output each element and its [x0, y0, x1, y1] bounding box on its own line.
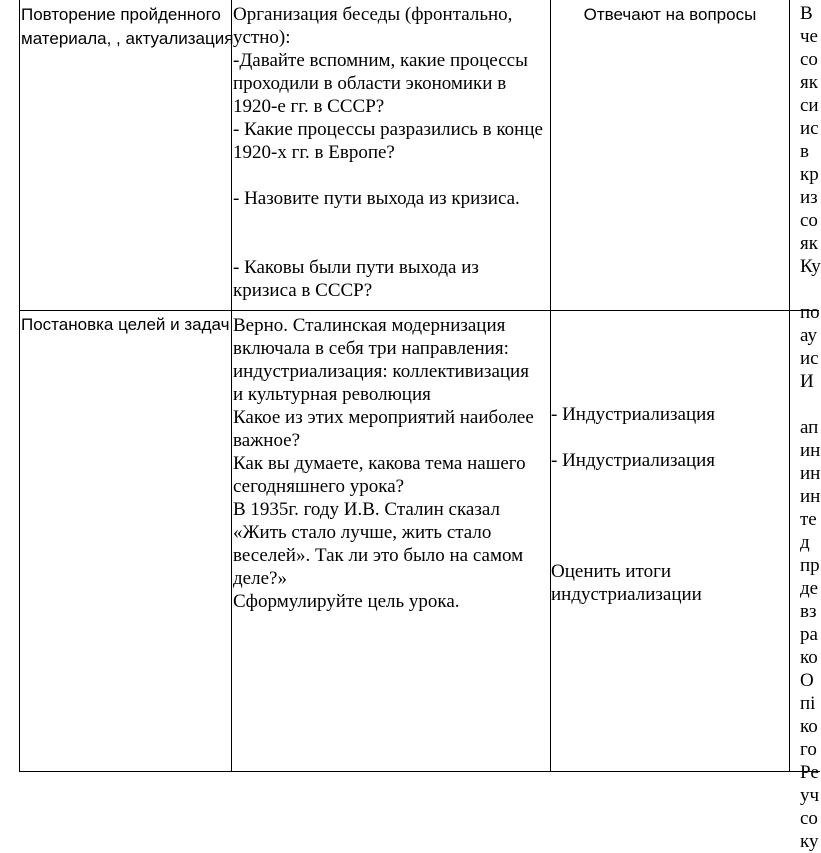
student-text: Отвечают на вопросы	[583, 5, 757, 24]
column-divider	[231, 0, 232, 771]
teacher-text: Как вы думаете, какова тема нашего	[233, 453, 526, 474]
teacher-text: проходили в области экономики в	[233, 73, 507, 94]
fragment: со	[800, 49, 818, 70]
fragment: из	[800, 187, 818, 208]
fragment: ин	[800, 440, 821, 461]
fragment: О	[800, 670, 814, 691]
fragment: В	[800, 3, 813, 24]
teacher-text: Организация беседы (фронтально,	[233, 4, 513, 25]
fragment: те	[800, 509, 817, 530]
fragment: як	[800, 72, 818, 93]
teacher-text: - Какие процессы разразились в конце	[233, 119, 543, 140]
fragment: И	[800, 371, 814, 392]
student-text: Оценить итоги	[551, 561, 672, 582]
teacher-cell-2	[233, 314, 534, 613]
teacher-text: и культурная революция	[233, 384, 431, 405]
teacher-text: Сформулируйте цель урока.	[233, 591, 460, 612]
fragment: ко	[800, 647, 818, 668]
fragment: в	[800, 141, 809, 162]
fragment: ау	[800, 325, 817, 346]
teacher-text: индустриализация: коллективизация	[233, 361, 529, 382]
teacher-text: Верно. Сталинская модернизация	[233, 315, 506, 336]
teacher-text: -Давайте вспомним, какие процессы	[233, 50, 528, 71]
fragment: уч	[800, 785, 820, 806]
fragment: со	[800, 808, 818, 829]
row-divider	[19, 310, 819, 311]
fragment: ку	[800, 831, 819, 852]
fragment: Ку	[800, 256, 821, 277]
teacher-text: важное?	[233, 430, 301, 451]
fragment: си	[800, 95, 819, 116]
fragment: по	[800, 302, 820, 323]
teacher-text: 1920-е гг. в СССР?	[233, 96, 385, 117]
fragment: кр	[800, 164, 819, 185]
teacher-text: деле?»	[233, 568, 287, 589]
fragment: ин	[800, 486, 821, 507]
stage-text: материала, , актуализация	[21, 29, 234, 48]
fragment: го	[800, 739, 817, 760]
clipped-column	[800, 2, 821, 853]
fragment: ис	[800, 118, 819, 139]
stage-text: Постановка целей и задач	[21, 315, 230, 334]
student-cell-1	[551, 3, 789, 27]
teacher-text: 1920-х гг. в Европе?	[233, 142, 395, 163]
teacher-text: включала в себя три направления:	[233, 338, 509, 359]
stage-text: Повторение пройденного	[21, 5, 221, 24]
stage-cell-1	[21, 3, 233, 51]
fragment: вз	[800, 601, 817, 622]
fragment: д	[800, 532, 810, 553]
fragment: ин	[800, 463, 821, 484]
fragment: со	[800, 210, 818, 231]
fragment: де	[800, 578, 819, 599]
teacher-text: кризиса в СССР?	[233, 280, 373, 301]
column-divider	[550, 0, 551, 771]
teacher-text: веселей». Так ли это было на самом	[233, 545, 524, 566]
teacher-text: «Жить стало лучше, жить стало	[233, 522, 492, 543]
stage-cell-2	[21, 313, 229, 337]
teacher-text: - Каковы были пути выхода из	[233, 257, 479, 278]
fragment: ра	[800, 624, 818, 645]
teacher-text: сегодняшнего урока?	[233, 476, 405, 497]
fragment: пі	[800, 693, 816, 714]
student-text: - Индустриализация	[551, 404, 716, 425]
teacher-text: В 1935г. году И.В. Сталин сказал	[233, 499, 500, 520]
teacher-cell-1	[233, 3, 543, 302]
fragment: че	[800, 26, 818, 47]
column-divider	[789, 0, 790, 771]
fragment: як	[800, 233, 818, 254]
fragment	[800, 278, 816, 301]
fragment: пр	[800, 555, 820, 576]
student-cell-2	[551, 403, 715, 606]
teacher-text: - Назовите пути выхода из кризиса.	[233, 188, 520, 209]
fragment: ко	[800, 716, 818, 737]
fragment: Ре	[800, 762, 819, 783]
fragment	[800, 393, 816, 416]
fragment: ис	[800, 348, 819, 369]
student-text: - Индустриализация	[551, 450, 716, 471]
student-text: индустриализации	[551, 584, 702, 605]
teacher-text: устно):	[233, 27, 291, 48]
teacher-text: Какое из этих мероприятий наиболее	[233, 407, 534, 428]
fragment: ап	[800, 417, 819, 438]
